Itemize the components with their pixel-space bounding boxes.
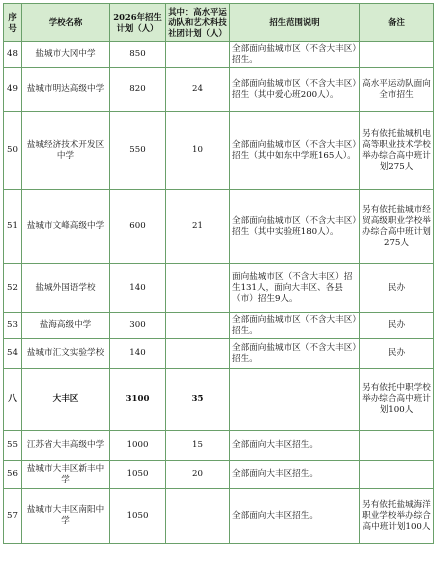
cell-special: 35 [166, 369, 230, 431]
header-plan: 2026年招生计划（人） [110, 4, 166, 42]
header-note: 备注 [360, 4, 434, 42]
cell-special: 15 [166, 431, 230, 461]
cell-plan: 1050 [110, 489, 166, 544]
cell-no: 57 [4, 489, 22, 544]
cell-special: 21 [166, 190, 230, 264]
cell-scope: 全部面向盐城市区（不含大丰区）招生。 [230, 339, 360, 369]
cell-note: 另有依托中职学校举办综合高中班计划100人 [360, 369, 434, 431]
table-row [4, 264, 434, 313]
cell-school: 盐城市汇文实验学校 [22, 339, 110, 369]
cell-special [166, 489, 230, 544]
header-row [4, 4, 434, 42]
cell-school: 盐城外国语学校 [22, 264, 110, 313]
cell-no: 八 [4, 369, 22, 431]
cell-plan: 1050 [110, 461, 166, 489]
cell-special [166, 339, 230, 369]
cell-school: 盐城经济技术开发区中学 [22, 112, 110, 190]
cell-note: 高水平运动队面向全市招生 [360, 68, 434, 112]
cell-plan: 600 [110, 190, 166, 264]
cell-no: 52 [4, 264, 22, 313]
cell-scope: 全部面向大丰区招生。 [230, 461, 360, 489]
cell-scope: 全部面向大丰区招生。 [230, 489, 360, 544]
table-row [4, 190, 434, 264]
table-row [4, 112, 434, 190]
cell-special: 24 [166, 68, 230, 112]
category-row [4, 369, 434, 431]
cell-note: 另有依托盐城海洋职业学校举办综合高中班计划100人 [360, 489, 434, 544]
cell-scope: 面向盐城市区（不含大丰区）招生131人，面向大丰区、各县（市）招生9人。 [230, 264, 360, 313]
table-body [4, 42, 434, 544]
cell-no: 49 [4, 68, 22, 112]
cell-school: 盐城市大丰区新丰中学 [22, 461, 110, 489]
cell-no: 50 [4, 112, 22, 190]
cell-special [166, 264, 230, 313]
header-special: 其中：高水平运动队和艺术科技社团计划（人） [166, 4, 230, 42]
cell-special [166, 313, 230, 339]
cell-school: 大丰区 [22, 369, 110, 431]
cell-note [360, 431, 434, 461]
table-row [4, 461, 434, 489]
cell-note [360, 461, 434, 489]
cell-plan: 1000 [110, 431, 166, 461]
cell-school: 盐城市大冈中学 [22, 42, 110, 68]
cell-plan: 300 [110, 313, 166, 339]
cell-school: 盐城市明达高级中学 [22, 68, 110, 112]
cell-note: 民办 [360, 313, 434, 339]
cell-no: 54 [4, 339, 22, 369]
cell-special: 10 [166, 112, 230, 190]
cell-scope: 全部面向盐城市区（不含大丰区）招生（其中爱心班200人）。 [230, 68, 360, 112]
enrollment-plan-table [3, 3, 434, 544]
cell-scope [230, 369, 360, 431]
cell-special [166, 42, 230, 68]
cell-no: 56 [4, 461, 22, 489]
cell-no: 55 [4, 431, 22, 461]
header-no: 序号 [4, 4, 22, 42]
table-row [4, 68, 434, 112]
cell-scope: 全部面向盐城市区（不含大丰区）招生（其中实验班180人）。 [230, 190, 360, 264]
header-scope: 招生范围说明 [230, 4, 360, 42]
cell-no: 53 [4, 313, 22, 339]
table-row [4, 42, 434, 68]
cell-scope: 全部面向大丰区招生。 [230, 431, 360, 461]
table-row [4, 431, 434, 461]
cell-note [360, 42, 434, 68]
cell-special: 20 [166, 461, 230, 489]
cell-no: 51 [4, 190, 22, 264]
table-row [4, 313, 434, 339]
cell-plan: 3100 [110, 369, 166, 431]
header-school: 学校名称 [22, 4, 110, 42]
cell-note: 民办 [360, 264, 434, 313]
cell-plan: 820 [110, 68, 166, 112]
cell-plan: 550 [110, 112, 166, 190]
cell-school: 盐海高级中学 [22, 313, 110, 339]
cell-scope: 全部面向盐城市区（不含大丰区）招生。 [230, 313, 360, 339]
cell-note: 另有依托盐城机电高等职业技术学校举办综合高中班计划275人 [360, 112, 434, 190]
cell-school: 江苏省大丰高级中学 [22, 431, 110, 461]
cell-note: 民办 [360, 339, 434, 369]
table-row [4, 339, 434, 369]
cell-no: 48 [4, 42, 22, 68]
cell-scope: 全部面向盐城市区（不含大丰区）招生（其中如东中学班165人）。 [230, 112, 360, 190]
cell-scope: 全部面向盐城市区（不含大丰区）招生。 [230, 42, 360, 68]
cell-plan: 140 [110, 264, 166, 313]
cell-plan: 850 [110, 42, 166, 68]
table-row [4, 489, 434, 544]
cell-note: 另有依托盐城市经贸高级职业学校举办综合高中班计划275人 [360, 190, 434, 264]
cell-school: 盐城市文峰高级中学 [22, 190, 110, 264]
cell-plan: 140 [110, 339, 166, 369]
cell-school: 盐城市大丰区南阳中学 [22, 489, 110, 544]
